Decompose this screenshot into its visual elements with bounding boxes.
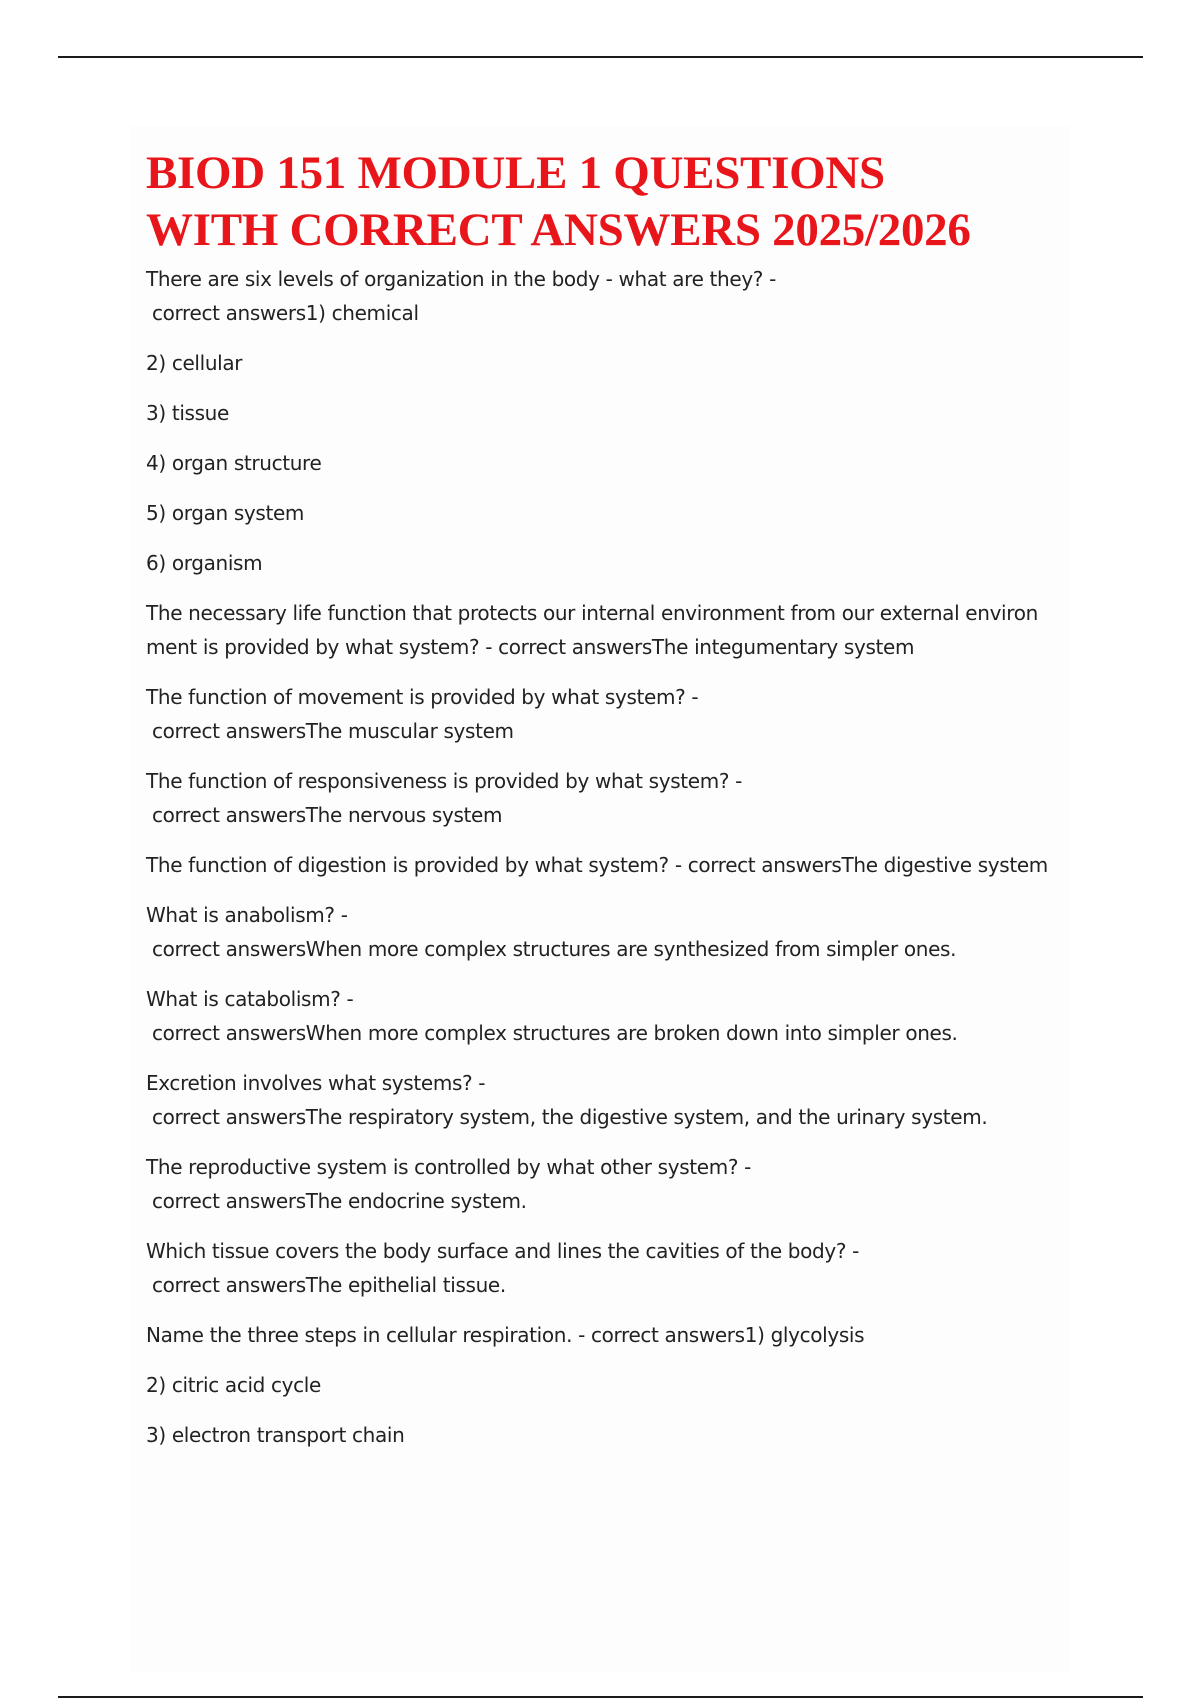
qa-answer: correct answersThe respiratory system, the digestive system, and the urinary system. [146,1105,988,1129]
qa-item [146,898,1070,966]
qa-answer: 2) cellular [146,351,243,375]
qa-answer: 5) organ system [146,501,305,525]
qa-item [146,596,1070,664]
qa-answer: correct answersThe nervous system [146,803,503,827]
qa-question: Name the three steps in cellular respiration. - correct answers1) glycolysis [146,1323,865,1347]
qa-question: The reproductive system is controlled by what other system? - [146,1155,752,1179]
qa-item [146,1368,1070,1402]
qa-question: The necessary life function that protects our internal environment from our external environ [146,601,1038,625]
qa-answer: correct answersThe endocrine system. [146,1189,527,1213]
qa-answer: correct answersThe epithelial tissue. [146,1273,506,1297]
qa-item [146,1066,1070,1134]
qa-answer: 4) organ structure [146,451,322,475]
qa-question: The function of digestion is provided by what system? - correct answersThe digestive system [146,853,1048,877]
qa-question: Excretion involves what systems? - [146,1071,486,1095]
qa-item [146,680,1070,748]
qa-answer: correct answers1) chemical [146,301,419,325]
qa-item [146,496,1070,530]
qa-answer: ment is provided by what system? - correct answersThe integumentary system [146,635,915,659]
qa-item [146,848,1070,882]
qa-question: The function of movement is provided by what system? - [146,685,699,709]
qa-item [146,1318,1070,1352]
qa-item [146,764,1070,832]
qa-answer: 3) electron transport chain [146,1423,405,1447]
qa-item [146,1150,1070,1218]
qa-item [146,1418,1070,1452]
bottom-rule [58,1696,1143,1698]
title-line-1: BIOD 151 MODULE 1 QUESTIONS [146,147,885,199]
qa-item [146,546,1070,580]
qa-item [146,982,1070,1050]
document-page [130,126,1070,1671]
qa-item [146,396,1070,430]
qa-answer: correct answersThe muscular system [146,719,514,743]
qa-answer: correct answersWhen more complex structures are synthesized from simpler ones. [146,937,957,961]
qa-item [146,1234,1070,1302]
qa-item [146,262,1070,330]
top-rule [58,56,1143,58]
qa-list [146,262,1070,1452]
title-line-2: WITH CORRECT ANSWERS 2025/2026 [146,204,971,256]
qa-answer: 2) citric acid cycle [146,1373,321,1397]
qa-answer: correct answersWhen more complex structures are broken down into simpler ones. [146,1021,958,1045]
document-title [146,145,1070,259]
qa-item [146,446,1070,480]
qa-question: There are six levels of organization in the body - what are they? - [146,267,776,291]
qa-item [146,346,1070,380]
qa-question: What is anabolism? - [146,903,348,927]
qa-answer: 6) organism [146,551,263,575]
qa-answer: 3) tissue [146,401,229,425]
qa-question: The function of responsiveness is provided by what system? - [146,769,743,793]
qa-question: Which tissue covers the body surface and lines the cavities of the body? - [146,1239,859,1263]
qa-question: What is catabolism? - [146,987,354,1011]
